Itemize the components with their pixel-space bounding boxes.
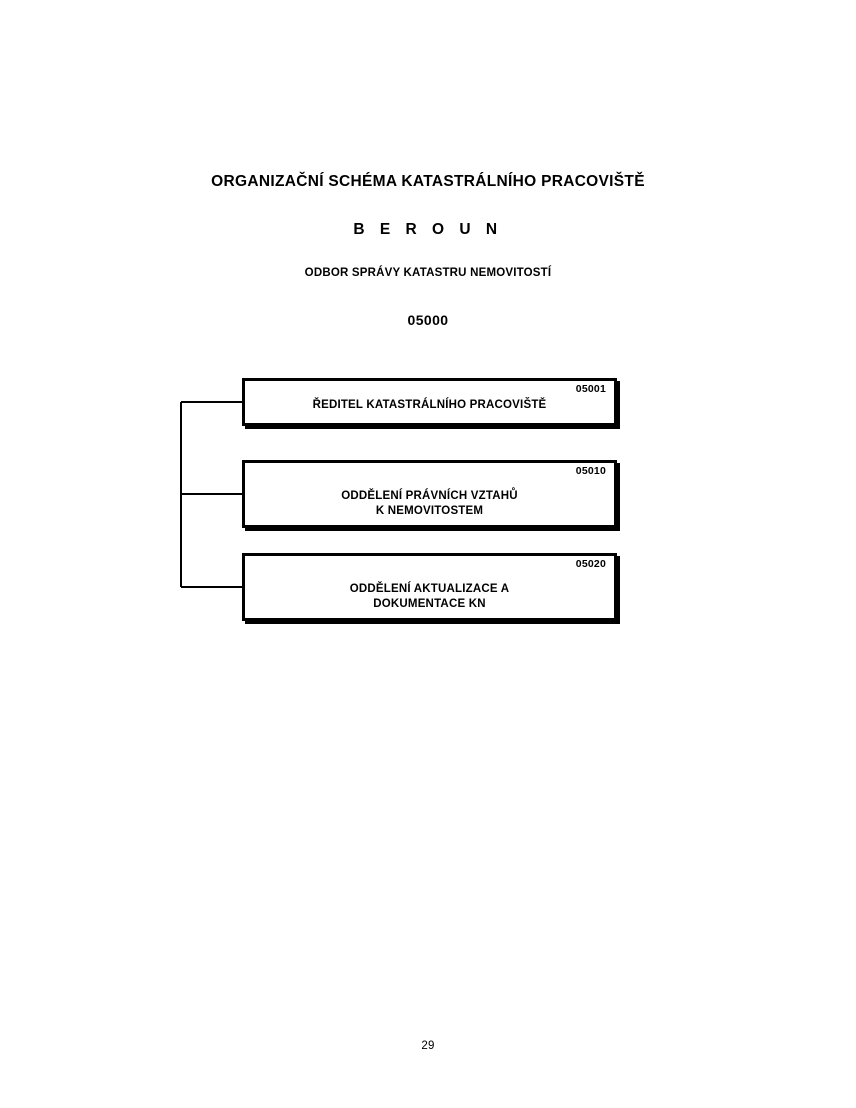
org-node-label-line1: ODDĚLENÍ PRÁVNÍCH VZTAHŮ [341, 490, 518, 502]
org-chart [180, 378, 625, 628]
page-number: 29 [421, 1040, 435, 1052]
org-node-label [245, 582, 614, 612]
org-node-label [245, 489, 614, 519]
org-node-label-line1: ŘEDITEL KATASTRÁLNÍHO PRACOVIŠTĚ [312, 399, 547, 411]
org-node-code: 05001 [575, 383, 606, 395]
document-heading [0, 172, 856, 329]
org-node-label-line2: K NEMOVITOSTEM [375, 505, 484, 517]
org-node-05020 [242, 553, 617, 621]
org-node-label-line1: ODDĚLENÍ AKTUALIZACE A [349, 583, 510, 595]
city-title: B E R O U N [353, 221, 503, 238]
department-title: ODBOR SPRÁVY KATASTRU NEMOVITOSTÍ [304, 267, 552, 279]
page-title: ORGANIZAČNÍ SCHÉMA KATASTRÁLNÍHO PRACOVIŠTĚ [211, 173, 645, 190]
org-node-05010 [242, 460, 617, 528]
org-node-05001 [242, 378, 617, 426]
org-node-code: 05010 [575, 465, 606, 477]
org-node-label [245, 398, 614, 413]
org-node-code: 05020 [575, 558, 606, 570]
org-node-label-line2: DOKUMENTACE KN [373, 598, 486, 610]
root-code: 05000 [407, 312, 449, 328]
